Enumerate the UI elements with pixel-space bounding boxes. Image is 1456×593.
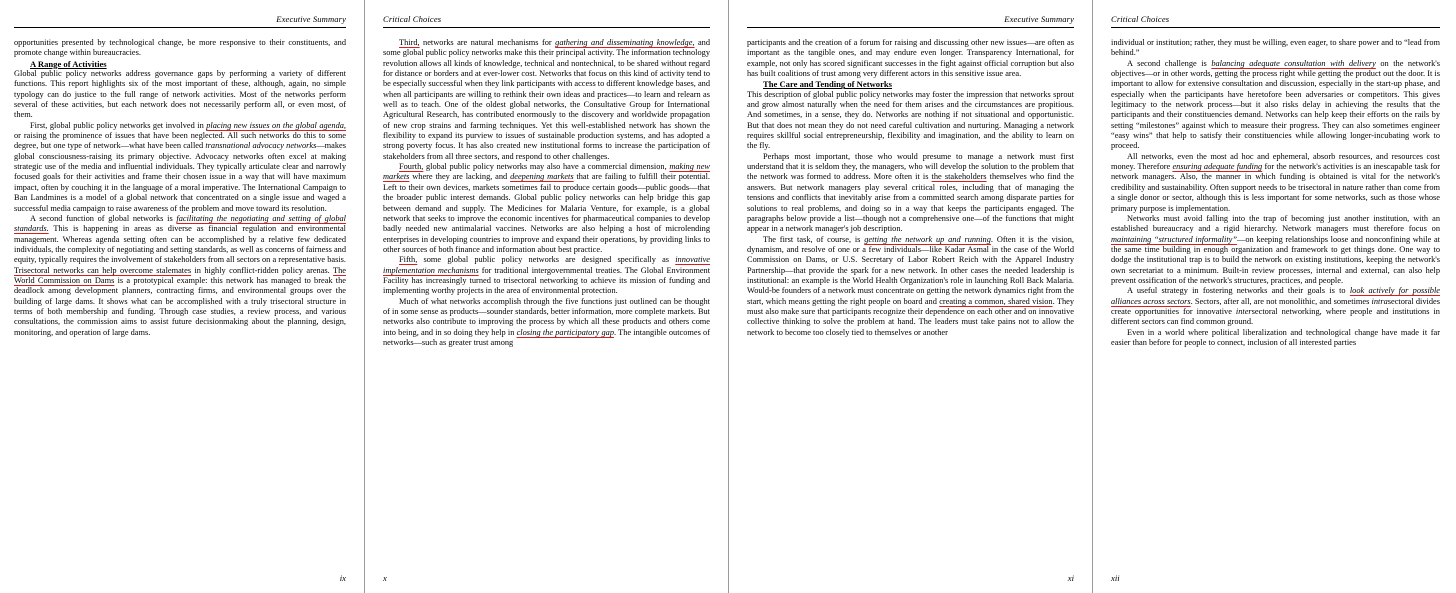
emphasis-run: getting the network up and running: [864, 234, 991, 244]
body-paragraph: [1111, 328, 1440, 349]
text-run: A second challenge is: [1127, 58, 1212, 68]
text-run: and some global public policy networks make this their principal activity. The information technology revolution allows all kinds of knowledge, technical and nontechnical, to be shared without regard for distance or borders and at ever-lower cost. Networks that focus on this kind of activity tend to be especially successful when they link participants with access to different knowledge bases, and when all participants are willing to rethink their own ideas and practices—to learn and relearn as well as to teach. One of the oldest global networks, the Consultative Group for International Agricultural Research, has contributed enormously to the discovery and worldwide propagation of new crop strains and farming techniques. Yet this well-established network has shown the flexibility to expand its purview to issues of sustainable production systems, and has adopted a strong poverty focus. It has also created new institutional forms to increase the participation of stakeholders from all three sectors, and respond to other challenges.: [383, 38, 711, 161]
running-head-rule: [747, 27, 1074, 28]
text-run: in highly conflict-ridden policy arenas.: [191, 265, 334, 275]
folio-xi: xi: [1067, 573, 1074, 583]
folio-x: x: [383, 573, 387, 583]
running-head-xi: Executive Summary: [1004, 14, 1074, 24]
text-run: This description of global public policy networks may foster the impression that networks sprout and grow almost naturally when the need for them arises and the circumstances are propitious. And sometimes, in a sense, they do. Networks are nothing if not situational and opportunistic. But that does not mean they do not need careful cultivation and nurturing. Managing a network requires skillful social entrepreneurship, flexibility and imagination, and the ability to learn on the fly.: [747, 89, 1074, 151]
text-run: that are failing to fulfill their potential. Left to their own devices, markets sometimes fail to produce certain goods—public goods—that the broader public interest demands. Global public policy networks can help bridge this gap between demand and supply. The Medicines for Malaria Venture, for example, is a global network that seeks to improve the economic incentives for pharmaceutical companies to develop badly needed new antimalarial vaccines. Networks are also helping a host of microlending enterprises in developing countries to improve and expand their operations, by providing links to other sources of both finance and information about best practice.: [383, 172, 710, 254]
text-run: —on keeping relationships loose and nonconfining while at the same time building in enough organization and framework to get things done. One way to dodge the institutional trap is to build the network on existing institutions, keeping the network's own secretariat to a minimum. Built-in review processes, internal and external, can also help prevent ossification of the network's structures, practices, and people.: [1111, 234, 1440, 285]
emphasis-run: facilitating the negotiating and setting of global standards.: [14, 213, 346, 234]
section-heading: A Range of Activities: [30, 58, 107, 69]
text-run: is a prototypical example: this network has managed to break the deadlock among development planners, contracting firms, and environmental groups over the building of large dams. It shows what can be accomplished with a truly trisectoral structure in terms of both membership and funding. Through case studies, a review process, and various consultations, the commission aims to assist future decisionmaking about the planning, design, monitoring, and operation of large dams.: [14, 275, 347, 337]
text-run: themselves who find the answers. But network managers play several critical roles, including that of managing the tensions and conflicts that inevitably arise from a committed search among disparate parties for solutions to real problems, and doing so in a way that keeps the participants engaged. The paragraphs below provide a list—though not a comprehensive one—of the functions that might appear in a network manager's job description.: [747, 172, 1074, 234]
page-body-ix: [14, 38, 346, 338]
body-paragraph: [747, 235, 1074, 338]
body-paragraph: [14, 121, 346, 214]
text-run: global public policy networks may also have a commercial dimension,: [423, 162, 670, 172]
page-body-xii: [1111, 38, 1440, 348]
body-paragraph: [747, 152, 1074, 235]
emphasis-run: ensuring adequate funding: [1172, 162, 1263, 172]
text-run: . The intangible outcomes of networks—such as greater trust among: [383, 327, 710, 347]
text-run: First, global public policy networks get involved in: [30, 120, 207, 130]
body-paragraph: [14, 214, 346, 338]
emphasis-run: transnational advocacy networks: [205, 141, 317, 151]
running-head-rule: [1111, 27, 1440, 28]
page-xii: [1092, 0, 1456, 593]
text-run: . Sectors, after all, are not monolithic, and sometimes: [1190, 296, 1372, 306]
text-run: Global public policy networks address governance gaps by performing a variety of different functions. This report highlights six of the most important of these, although, again, no simple typology can do justice to the full range of network activities. Most of the networks perform several of these activities, but each network does not necessarily perform all, or even most, of them.: [14, 69, 346, 120]
running-head-ix: Executive Summary: [276, 14, 346, 24]
page-ix: [0, 0, 364, 593]
text-run: networks are natural mechanisms for: [419, 38, 556, 47]
text-run: Much of what networks accomplish through the five functions just outlined can be thought of in some sense as products—sounder standards, better information, more complete markets. But networks also contribute to improving the process by which all these products and others come into being, and in so doing they help in: [383, 296, 710, 337]
text-run: individual or institution; rather, they must be willing, even eager, to share power and to “lead from behind.”: [1111, 38, 1440, 58]
emphasis-run: creating a common, shared vision: [939, 296, 1053, 306]
page-body-xi: [747, 38, 1074, 338]
running-head-rule: [383, 27, 710, 28]
emphasis-run: inter: [1235, 306, 1252, 316]
emphasis-run: gathering and disseminating knowledge,: [555, 38, 695, 47]
text-run: opportunities presented by technological change, be more responsive to their constituents, and promote change within bureaucracies.: [14, 38, 346, 58]
body-paragraph: [1111, 214, 1440, 286]
text-run: A useful strategy in fostering networks and their goals is to: [1127, 286, 1350, 296]
text-run: Perhaps most important, those who would presume to manage a network must first understand that it is seldom they, the managers, who will develop the solution to the problem that the network was formed to address. More often it is: [747, 151, 1074, 182]
body-paragraph: [1111, 38, 1440, 59]
text-run: for traditional intergovernmental treaties. The Global Environment Facility has increasingly turned to trisectoral networking to achieve its mission of funding and implementing worthy projects in the area of environmental protection.: [383, 265, 711, 296]
body-paragraph: [383, 162, 710, 255]
folio-ix: ix: [339, 573, 346, 583]
text-run: This is happening in areas as diverse as financial regulation and environmental management. Whereas agenda setting often can be accomplished by a relative few dedicated individuals, the complexity of negotiating and setting standards, as well as concerns of fairness and equity, typically requires the involvement of stakeholders from all sectors on a representative basis.: [14, 224, 346, 265]
running-head-x: Critical Choices: [383, 14, 442, 24]
emphasis-run: innovative implementation mechanisms: [383, 255, 710, 275]
text-run: sectoral networking, where people and institutions in different sectors can find common ground.: [1111, 306, 1440, 327]
emphasis-run: intra: [1371, 296, 1388, 306]
body-paragraph: [747, 38, 1074, 79]
emphasis-run: balancing adequate consultation with delivery: [1211, 58, 1376, 68]
body-paragraph: [383, 255, 710, 296]
text-run: The first task, of course, is: [763, 234, 865, 244]
body-paragraph: [1111, 286, 1440, 327]
text-run: some global public policy networks are designed specifically as: [417, 255, 676, 265]
section-heading: The Care and Tending of Networks: [763, 79, 893, 90]
text-run: Even in a world where political liberalization and technological change have made it far easier than before for people to connect, inclusion of all interested parties: [1111, 327, 1440, 347]
emphasis-run: the stakeholders: [931, 172, 987, 182]
body-paragraph: [383, 297, 710, 349]
text-run: . Often it is the vision, dynamism, and resolve of one or a few individuals—like Kadar Asmal in the case of the World Commission on Dams, or U.S. Secretary of Labor Robert Reich with the Apparel Industry Partnership—that provide the spark for a new network. In other cases the needed leadership is institutional: an example is the World Health Organization's role in launching Roll Back Malaria. Would-be founders of a network must concentrate on getting the network dynamics right from the start, which means getting the right people on board and: [747, 234, 1074, 306]
emphasis-run: making new markets: [383, 162, 710, 182]
text-run: . They must also make sure that participants recognize their dependence on each other and on innovative collective thinking to solve the problem at hand. The leaders must take pains not to allow the network to become too closely tied to themselves or another: [747, 296, 1074, 337]
page-xi: [728, 0, 1092, 593]
body-paragraph: [1111, 59, 1440, 152]
running-head-xii: Critical Choices: [1111, 14, 1170, 24]
emphasis-run: closing the participatory gap: [516, 327, 614, 337]
text-run: —makes global consciousness-raising its primary objective. Advocacy networks often excel at making strategic use of the media and influential individuals. They typically articulate clear and narrowly focused goals for their activities and frame their chosen issue in a way that will have maximum impact, often by couching it in the language of a moral imperative. The International Campaign to Ban Landmines is a model of a global network that concentrated on a single issue and waged a successful media campaign to raise awareness of the problem and move toward its resolution.: [14, 141, 346, 213]
emphasis-run: maintaining “structured informality”: [1111, 234, 1237, 244]
text-run: where they are lacking, and: [409, 172, 511, 182]
emphasis-run: Fifth,: [399, 255, 418, 265]
emphasis-run: deepening markets: [510, 172, 574, 182]
text-run: All networks, even the most ad hoc and ephemeral, absorb resources, and resources cost money. Therefore: [1111, 151, 1440, 172]
running-head-rule: [14, 27, 346, 28]
text-run: on the network's objectives—or in other words, getting the process right while getting the product out the door. It is important to allow for extensive consultation and discussion, especially in the start-up phase, and especially when the participants have heretofore been adversaries or competitors. This gives legitimacy to the network process—but it also risks delay in achieving the results that the participants and their constituencies demand. Networks can help keep their efforts on the rails by setting “milestones” against which to measure their progress. They can also sometimes engineer “easy wins” that help to satisfy their constituencies while allowing longer-incubating work to proceed.: [1111, 58, 1441, 151]
body-paragraph: [14, 38, 346, 59]
text-run: A second function of global networks is: [30, 213, 177, 223]
emphasis-run: The World Commission on Dams: [14, 265, 347, 285]
page-body-x: [383, 38, 710, 348]
text-run: participants and the creation of a forum for raising and discussing other new issues—are often as important as the tangible ones, and may endure even longer. Transparency International, for example, not only has scored significant successes in the fight against official corruption but also has built coalitions of trust among very different actors in this sensitive issue area.: [747, 38, 1074, 79]
body-paragraph: [14, 69, 346, 121]
emphasis-run: placing new issues on the global agenda,: [206, 120, 346, 130]
emphasis-run: Third,: [399, 38, 420, 47]
text-run: or raising the prominence of issues that have been neglected. All such networks do this to some degree, but one type of network—what have been called: [14, 131, 346, 151]
body-paragraph: [383, 38, 710, 162]
page-x: [364, 0, 728, 593]
emphasis-run: look actively for possible alliances across sectors: [1111, 286, 1440, 306]
emphasis-run: Trisectoral networks can help overcome stalemates: [14, 265, 192, 275]
text-run: sectoral divides create opportunities for innovative: [1111, 296, 1440, 316]
folio-xii: xii: [1111, 573, 1120, 583]
text-run: for the network's activities is an inescapable task for network managers. Also, the manner in which funding is obtained is vital for the network's credibility and sustainability. Often support needs to be trisectoral in nature rather than come from a single donor or sector, although this is less important for some networks, such as those whose primary purpose is implementation.: [1111, 162, 1440, 213]
emphasis-run: Fourth,: [399, 162, 424, 172]
text-run: Networks must avoid falling into the trap of becoming just another institution, with an established bureaucracy and a rigid hierarchy. Network managers must therefore focus on: [1111, 213, 1440, 234]
body-paragraph: [747, 90, 1074, 152]
body-paragraph: [1111, 152, 1440, 214]
